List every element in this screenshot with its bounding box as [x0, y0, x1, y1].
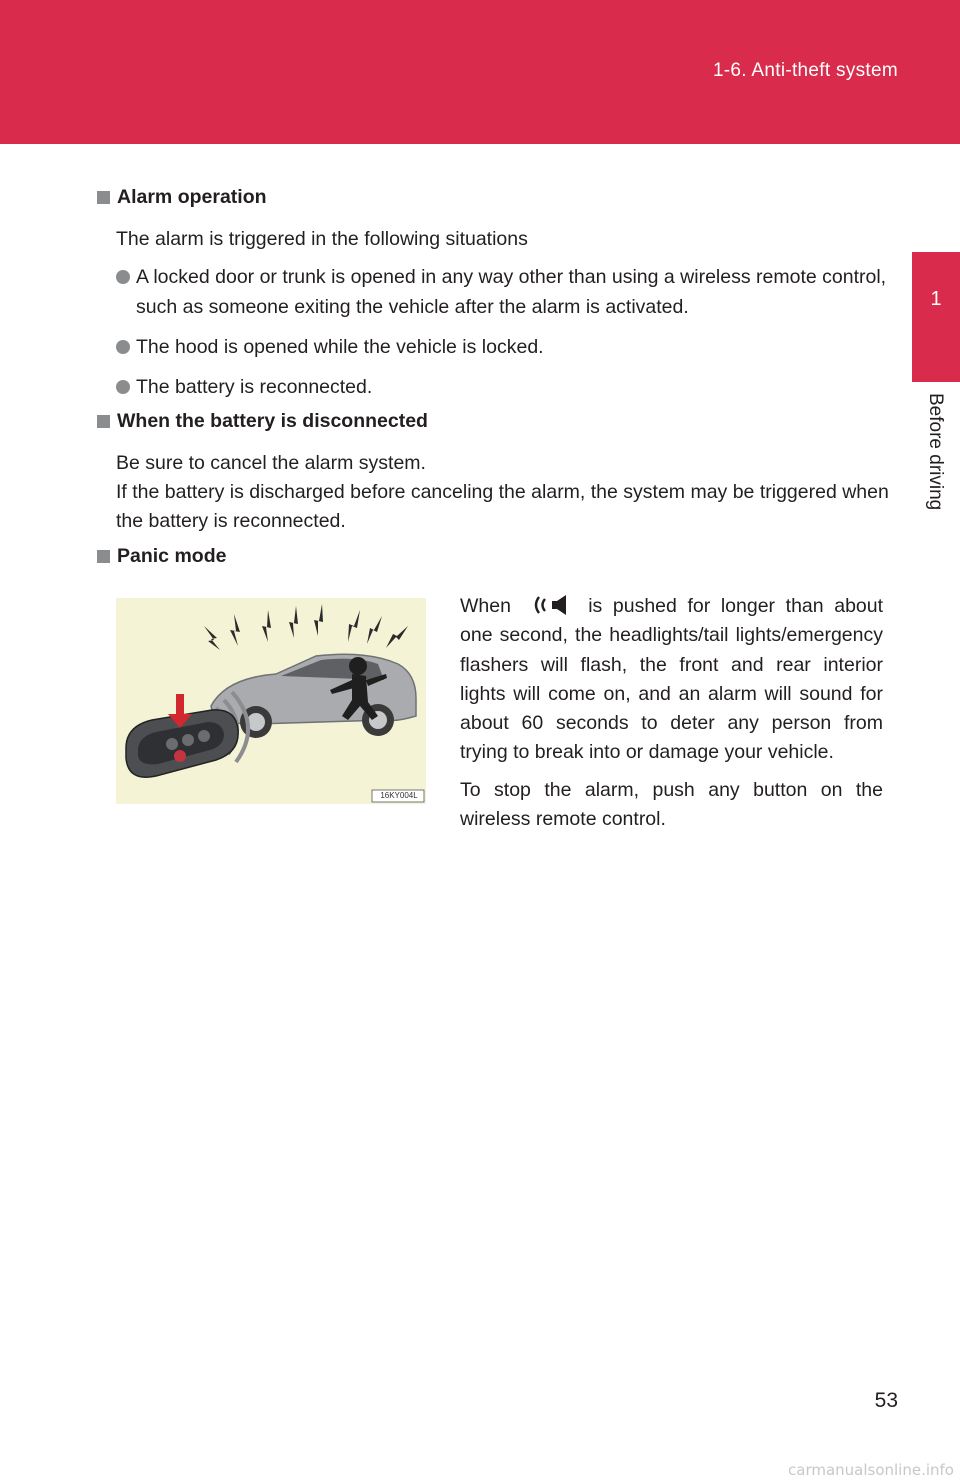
- battery-disconnected-heading: When the battery is disconnected: [117, 410, 428, 432]
- watermark: carmanualsonline.info: [788, 1461, 954, 1479]
- page-number: 53: [874, 1389, 898, 1412]
- panic-button-icon: [522, 593, 578, 617]
- panic-text-before-icon: When: [460, 595, 511, 617]
- car-alarm-illustration: [116, 598, 426, 804]
- bullet-text: A locked door or trunk is opened in any way other than using a wireless remote control, such as someone exiting the vehicle after the alarm is activated.: [136, 266, 887, 318]
- panic-heading-row: [97, 545, 897, 568]
- panic-mode-heading: Panic mode: [117, 545, 227, 567]
- battery-line-2: If the battery is discharged before canceling the alarm, the system may be triggered when the battery is reconnected.: [116, 481, 889, 532]
- list-item: [116, 372, 896, 402]
- circle-bullet-icon: [116, 380, 130, 394]
- list-item: [116, 262, 896, 322]
- bullet-text: The hood is opened while the vehicle is locked.: [136, 336, 544, 358]
- alarm-operation-heading: Alarm operation: [117, 186, 267, 208]
- chapter-tab: [912, 252, 960, 382]
- square-bullet-icon: [97, 415, 110, 428]
- square-bullet-icon: [97, 550, 110, 563]
- battery-heading-row: [97, 410, 897, 433]
- circle-bullet-icon: [116, 270, 130, 284]
- battery-line-1: Be sure to cancel the alarm system.: [116, 452, 426, 474]
- header-band: [0, 0, 960, 144]
- list-item: [116, 332, 896, 362]
- alarm-operation-heading-row: [97, 186, 897, 209]
- chapter-number: 1: [930, 288, 942, 310]
- panic-mode-illustration: [116, 598, 426, 804]
- battery-disconnected-body: [116, 449, 891, 536]
- panic-mode-text: [460, 592, 883, 834]
- square-bullet-icon: [97, 191, 110, 204]
- panic-stop-text: To stop the alarm, push any button on the wireless remote control.: [460, 778, 883, 831]
- panic-mode-description: [460, 592, 883, 768]
- alarm-bullet-list: [116, 262, 896, 402]
- section-title: 1-6. Anti-theft system: [712, 60, 898, 81]
- figure-code: 16KY004L: [380, 791, 418, 800]
- panic-text-after-icon: is pushed for longer than about one second, the headlights/tail lights/emergency flashers will flash, the front and rear interior lights will come on, and an alarm will sound for about 60 seconds to deter any person from trying to break into or damage your vehicle.: [460, 595, 884, 764]
- alarm-operation-intro: The alarm is triggered in the following situations: [116, 228, 528, 250]
- circle-bullet-icon: [116, 340, 130, 354]
- chapter-name: Before driving: [925, 393, 946, 511]
- bullet-text: The battery is reconnected.: [136, 376, 373, 398]
